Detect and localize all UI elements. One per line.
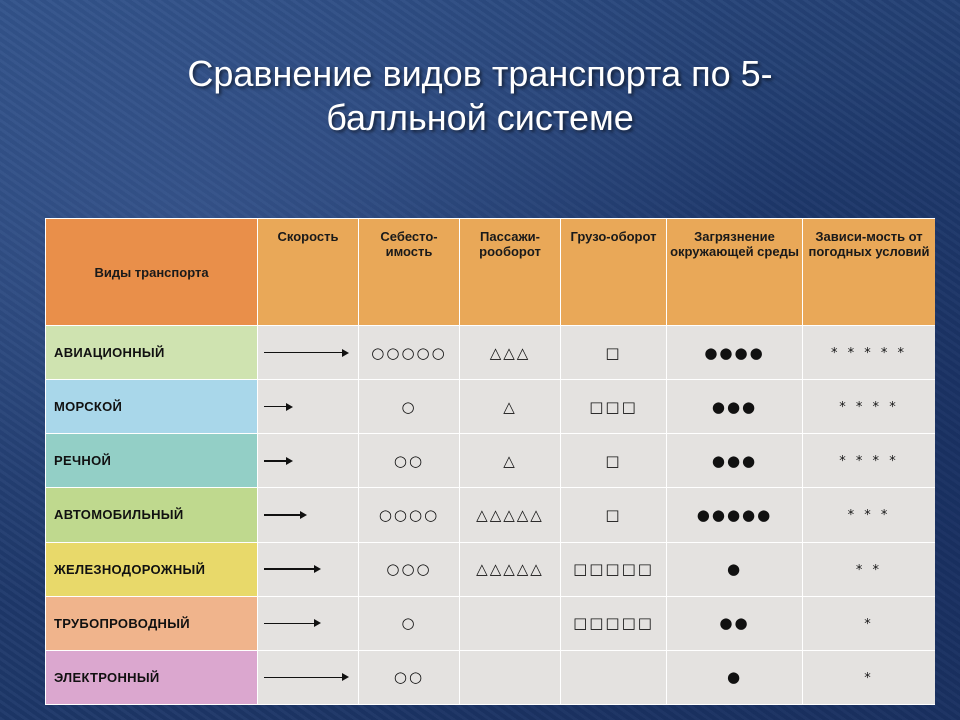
table-row (46, 380, 936, 434)
cargo-rating-cell (561, 596, 667, 650)
header-weather-dependence: Зависи-мость от погодных условий (803, 219, 936, 326)
cost-rating-marks: ○○○○ (378, 505, 440, 524)
table-row (46, 434, 936, 488)
cost-rating-cell (359, 596, 460, 650)
cost-rating-marks: ○○ (393, 668, 425, 687)
table-row (46, 596, 936, 650)
cost-rating-marks: ○○○○○ (371, 343, 447, 362)
table-row (46, 542, 936, 596)
cost-rating-marks: ○ (401, 397, 417, 416)
cargo-rating-cell (561, 326, 667, 380)
weather-rating-cell (803, 326, 936, 380)
weather-rating-cell (803, 434, 936, 488)
passenger-rating-cell (460, 434, 561, 488)
speed-arrow-cell (258, 596, 359, 650)
passenger-rating-cell (460, 650, 561, 704)
weather-rating-marks: * (864, 616, 874, 632)
slide-title-line2: балльной системе (326, 97, 634, 138)
weather-rating-cell (803, 488, 936, 542)
cost-rating-marks: ○○ (393, 451, 425, 470)
passenger-rating-marks: △△△ (489, 343, 531, 362)
cargo-rating-marks: □ (605, 505, 622, 524)
table-row (46, 650, 936, 704)
weather-rating-cell (803, 650, 936, 704)
table-row (46, 326, 936, 380)
cost-rating-cell (359, 650, 460, 704)
cost-rating-cell (359, 542, 460, 596)
cost-rating-cell (359, 488, 460, 542)
cargo-rating-marks: □ (605, 343, 622, 362)
transport-mode-label: ЖЕЛЕЗНОДОРОЖНЫЙ (46, 542, 258, 596)
pollution-rating-cell (667, 326, 803, 380)
speed-arrow-cell (258, 326, 359, 380)
transport-mode-label: ЭЛЕКТРОННЫЙ (46, 650, 258, 704)
pollution-rating-cell (667, 488, 803, 542)
header-speed: Скорость (258, 219, 359, 326)
cargo-rating-marks: □□□ (589, 397, 638, 416)
pollution-rating-cell (667, 380, 803, 434)
weather-rating-marks: * * * (847, 508, 891, 524)
speed-arrow-icon (258, 651, 358, 704)
transport-mode-label: ТРУБОПРОВОДНЫЙ (46, 596, 258, 650)
pollution-rating-marks: ●●●● (704, 343, 765, 362)
passenger-rating-cell (460, 488, 561, 542)
speed-arrow-icon (258, 434, 358, 487)
cost-rating-marks: ○○○ (386, 560, 432, 579)
passenger-rating-cell (460, 542, 561, 596)
cost-rating-cell (359, 326, 460, 380)
speed-arrow-cell (258, 380, 359, 434)
cargo-rating-cell (561, 380, 667, 434)
passenger-rating-cell (460, 596, 561, 650)
table-header-row (46, 219, 936, 326)
weather-rating-marks: * * (855, 562, 883, 578)
cargo-rating-cell (561, 542, 667, 596)
header-cost: Себесто-имость (359, 219, 460, 326)
speed-arrow-cell (258, 542, 359, 596)
speed-arrow-icon (258, 488, 358, 541)
speed-arrow-icon (258, 597, 358, 650)
weather-rating-cell (803, 596, 936, 650)
pollution-rating-marks: ● (726, 668, 743, 687)
speed-arrow-cell (258, 650, 359, 704)
header-cargo-turnover: Грузо-оборот (561, 219, 667, 326)
pollution-rating-cell (667, 434, 803, 488)
speed-arrow-icon (258, 326, 358, 379)
cost-rating-cell (359, 380, 460, 434)
transport-mode-label: РЕЧНОЙ (46, 434, 258, 488)
weather-rating-marks: * * * * * (830, 346, 908, 362)
cargo-rating-marks: □□□□□ (573, 560, 654, 579)
pollution-rating-cell (667, 542, 803, 596)
table-row (46, 488, 936, 542)
speed-arrow-cell (258, 488, 359, 542)
pollution-rating-cell (667, 596, 803, 650)
weather-rating-cell (803, 380, 936, 434)
pollution-rating-marks: ●●●●● (696, 505, 773, 524)
passenger-rating-marks: △△△△△ (476, 560, 544, 579)
passenger-rating-cell (460, 326, 561, 380)
weather-rating-marks: * * * * (839, 400, 899, 416)
weather-rating-marks: * (864, 670, 874, 686)
speed-arrow-cell (258, 434, 359, 488)
weather-rating-cell (803, 542, 936, 596)
speed-arrow-icon (258, 380, 358, 433)
speed-arrow-icon (258, 543, 358, 596)
cost-rating-cell (359, 434, 460, 488)
pollution-rating-marks: ●●● (711, 397, 758, 416)
cargo-rating-marks: □□□□□ (573, 614, 654, 633)
transport-mode-label: АВТОМОБИЛЬНЫЙ (46, 488, 258, 542)
cargo-rating-marks: □ (605, 451, 622, 470)
cargo-rating-cell (561, 434, 667, 488)
passenger-rating-marks: △ (503, 397, 517, 416)
cargo-rating-cell (561, 650, 667, 704)
comparison-table-container (45, 218, 935, 705)
comparison-table (45, 218, 935, 705)
weather-rating-marks: * * * * (839, 454, 899, 470)
slide-title-line1: Сравнение видов транспорта по 5- (187, 53, 773, 94)
transport-mode-label: АВИАЦИОННЫЙ (46, 326, 258, 380)
passenger-rating-cell (460, 380, 561, 434)
cost-rating-marks: ○ (401, 614, 417, 633)
slide-title (0, 52, 960, 140)
header-mode: Виды транспорта (46, 219, 258, 326)
pollution-rating-marks: ●●● (711, 451, 758, 470)
pollution-rating-marks: ●● (719, 614, 750, 633)
pollution-rating-marks: ● (726, 560, 743, 579)
cargo-rating-cell (561, 488, 667, 542)
header-pollution: Загрязнение окружающей среды (667, 219, 803, 326)
passenger-rating-marks: △ (503, 451, 517, 470)
transport-mode-label: МОРСКОЙ (46, 380, 258, 434)
passenger-rating-marks: △△△△△ (476, 505, 544, 524)
header-passenger-turnover: Пассажи-рооборот (460, 219, 561, 326)
pollution-rating-cell (667, 650, 803, 704)
